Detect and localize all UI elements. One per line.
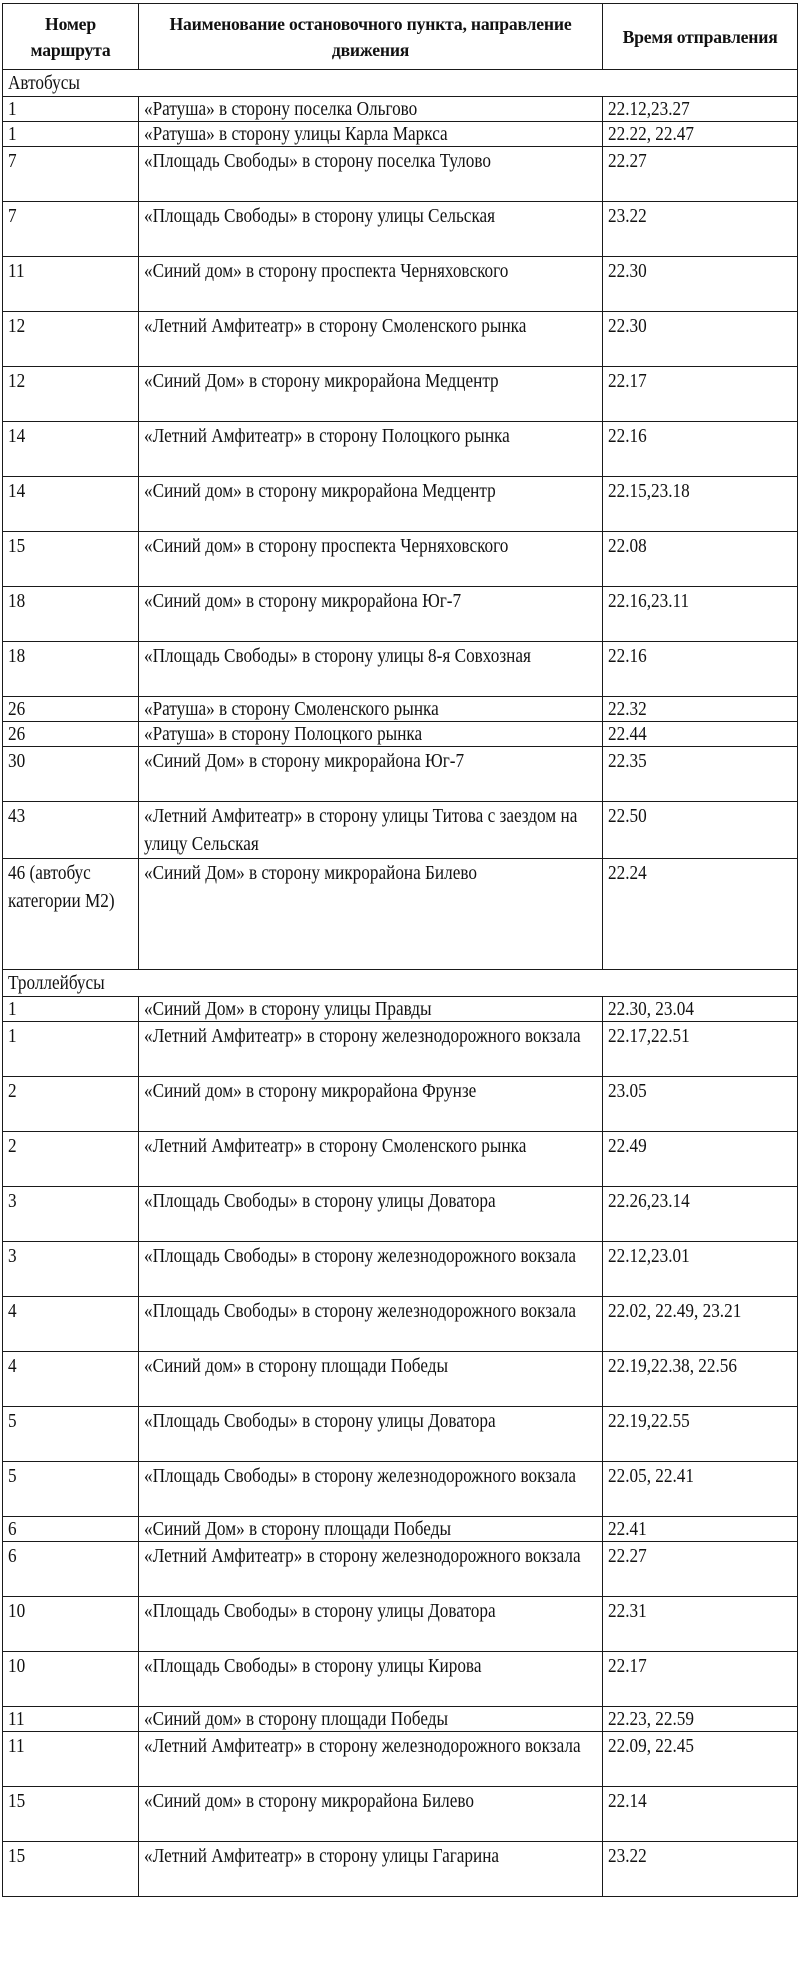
route-number-cell: 14 — [3, 477, 139, 532]
table-row — [3, 1597, 798, 1652]
route-number-cell: 1 — [3, 97, 139, 122]
stop-direction-cell: «Синий дом» в сторону площади Победы — [139, 1352, 603, 1407]
route-number-cell: 1 — [3, 122, 139, 147]
route-number-cell: 12 — [3, 312, 139, 367]
route-number-cell: 30 — [3, 747, 139, 802]
departure-time-cell: 22.49 — [603, 1132, 798, 1187]
departure-time-cell: 22.12,23.01 — [603, 1242, 798, 1297]
table-row — [3, 1707, 798, 1732]
table-row — [3, 1732, 798, 1787]
route-number-cell: 7 — [3, 202, 139, 257]
route-number-cell: 1 — [3, 1022, 139, 1077]
route-number-cell: 1 — [3, 997, 139, 1022]
route-number-cell: 10 — [3, 1597, 139, 1652]
route-number-cell: 5 — [3, 1407, 139, 1462]
table-row — [3, 367, 798, 422]
stop-direction-cell: «Синий дом» в сторону микрорайона Билево — [139, 1787, 603, 1842]
departure-time-cell: 22.05, 22.41 — [603, 1462, 798, 1517]
departure-time-cell: 22.16 — [603, 422, 798, 477]
route-number-cell: 4 — [3, 1352, 139, 1407]
departure-time-cell: 22.50 — [603, 802, 798, 859]
stop-direction-cell: «Синий дом» в сторону микрорайона Фрунзе — [139, 1077, 603, 1132]
table-row — [3, 1842, 798, 1897]
route-number-cell: 12 — [3, 367, 139, 422]
table-row — [3, 642, 798, 697]
table-row — [3, 859, 798, 970]
table-row — [3, 747, 798, 802]
departure-time-cell: 22.26,23.14 — [603, 1187, 798, 1242]
header-departure-time: Время отправления — [603, 4, 798, 70]
departure-time-cell: 22.14 — [603, 1787, 798, 1842]
route-number-cell: 43 — [3, 802, 139, 859]
stop-direction-cell: «Синий дом» в сторону проспекта Черняховского — [139, 257, 603, 312]
stop-direction-cell: «Площадь Свободы» в сторону поселка Тулово — [139, 147, 603, 202]
stop-direction-cell: «Летний Амфитеатр» в сторону Смоленского рынка — [139, 312, 603, 367]
route-number-cell: 5 — [3, 1462, 139, 1517]
table-row — [3, 697, 798, 722]
stop-direction-cell: «Площадь Свободы» в сторону улицы 8-я Совхозная — [139, 642, 603, 697]
route-number-cell: 46 (автобус категории М2) — [3, 859, 139, 970]
stop-direction-cell: «Синий дом» в сторону площади Победы — [139, 1707, 603, 1732]
departure-time-cell: 22.17,22.51 — [603, 1022, 798, 1077]
departure-time-cell: 22.19,22.38, 22.56 — [603, 1352, 798, 1407]
stop-direction-cell: «Летний Амфитеатр» в сторону улицы Титова с заездом на улицу Сельская — [139, 802, 603, 859]
route-number-cell: 11 — [3, 1732, 139, 1787]
table-row — [3, 1022, 798, 1077]
table-row — [3, 1132, 798, 1187]
route-number-cell: 3 — [3, 1242, 139, 1297]
departure-time-cell: 22.16,23.11 — [603, 587, 798, 642]
route-number-cell: 14 — [3, 422, 139, 477]
stop-direction-cell: «Летний Амфитеатр» в сторону улицы Гагарина — [139, 1842, 603, 1897]
departure-time-cell: 22.32 — [603, 697, 798, 722]
stop-direction-cell: «Ратуша» в сторону улицы Карла Маркса — [139, 122, 603, 147]
route-number-cell: 18 — [3, 587, 139, 642]
route-number-cell: 18 — [3, 642, 139, 697]
stop-direction-cell: «Ратуша» в сторону Полоцкого рынка — [139, 722, 603, 747]
departure-time-cell: 22.23, 22.59 — [603, 1707, 798, 1732]
section-row — [3, 970, 798, 997]
departure-time-cell: 22.09, 22.45 — [603, 1732, 798, 1787]
table-row — [3, 1517, 798, 1542]
departure-time-cell: 22.02, 22.49, 23.21 — [603, 1297, 798, 1352]
departure-time-cell: 22.35 — [603, 747, 798, 802]
table-row — [3, 1787, 798, 1842]
departure-time-cell: 22.12,23.27 — [603, 97, 798, 122]
departure-time-cell: 22.08 — [603, 532, 798, 587]
table-row — [3, 1542, 798, 1597]
table-row — [3, 587, 798, 642]
table-row — [3, 147, 798, 202]
stop-direction-cell: «Площадь Свободы» в сторону улицы Доватора — [139, 1407, 603, 1462]
table-row — [3, 1187, 798, 1242]
table-row — [3, 1297, 798, 1352]
stop-direction-cell: «Ратуша» в сторону Смоленского рынка — [139, 697, 603, 722]
route-number-cell: 3 — [3, 1187, 139, 1242]
route-number-cell: 26 — [3, 697, 139, 722]
table-body — [3, 70, 798, 1897]
route-number-cell: 26 — [3, 722, 139, 747]
departure-time-cell: 22.17 — [603, 367, 798, 422]
route-number-cell: 15 — [3, 1787, 139, 1842]
stop-direction-cell: «Ратуша» в сторону поселка Ольгово — [139, 97, 603, 122]
table-row — [3, 1352, 798, 1407]
route-number-cell: 6 — [3, 1517, 139, 1542]
stop-direction-cell: «Площадь Свободы» в сторону железнодорожного вокзала — [139, 1462, 603, 1517]
stop-direction-cell: «Синий дом» в сторону микрорайона Юг-7 — [139, 587, 603, 642]
header-route-number: Номер маршрута — [3, 4, 139, 70]
table-row — [3, 312, 798, 367]
route-number-cell: 6 — [3, 1542, 139, 1597]
departure-time-cell: 22.30, 23.04 — [603, 997, 798, 1022]
stop-direction-cell: «Синий Дом» в сторону микрорайона Медцентр — [139, 367, 603, 422]
table-row — [3, 1077, 798, 1132]
route-number-cell: 4 — [3, 1297, 139, 1352]
departure-time-cell: 22.22, 22.47 — [603, 122, 798, 147]
stop-direction-cell: «Летний Амфитеатр» в сторону железнодорожного вокзала — [139, 1022, 603, 1077]
route-number-cell: 11 — [3, 257, 139, 312]
schedule-document — [2, 3, 797, 1897]
table-row — [3, 122, 798, 147]
departure-time-cell: 22.41 — [603, 1517, 798, 1542]
departure-time-cell: 22.27 — [603, 147, 798, 202]
table-header-row — [3, 4, 798, 70]
table-row — [3, 532, 798, 587]
table-row — [3, 1462, 798, 1517]
route-number-cell: 10 — [3, 1652, 139, 1707]
table-row — [3, 1242, 798, 1297]
route-number-cell: 11 — [3, 1707, 139, 1732]
night-departures-table — [2, 3, 798, 1897]
stop-direction-cell: «Летний Амфитеатр» в сторону железнодорожного вокзала — [139, 1542, 603, 1597]
departure-time-cell: 22.27 — [603, 1542, 798, 1597]
departure-time-cell: 22.24 — [603, 859, 798, 970]
departure-time-cell: 23.22 — [603, 202, 798, 257]
section-title: Автобусы — [3, 70, 798, 97]
table-row — [3, 722, 798, 747]
table-row — [3, 802, 798, 859]
departure-time-cell: 22.44 — [603, 722, 798, 747]
stop-direction-cell: «Площадь Свободы» в сторону улицы Кирова — [139, 1652, 603, 1707]
stop-direction-cell: «Синий дом» в сторону микрорайона Медцентр — [139, 477, 603, 532]
stop-direction-cell: «Площадь Свободы» в сторону улицы Доватора — [139, 1187, 603, 1242]
stop-direction-cell: «Летний Амфитеатр» в сторону железнодорожного вокзала — [139, 1732, 603, 1787]
table-row — [3, 257, 798, 312]
table-row — [3, 422, 798, 477]
route-number-cell: 2 — [3, 1132, 139, 1187]
departure-time-cell: 22.31 — [603, 1597, 798, 1652]
table-row — [3, 477, 798, 532]
stop-direction-cell: «Площадь Свободы» в сторону улицы Доватора — [139, 1597, 603, 1652]
table-row — [3, 1652, 798, 1707]
stop-direction-cell: «Площадь Свободы» в сторону железнодорожного вокзала — [139, 1297, 603, 1352]
route-number-cell: 2 — [3, 1077, 139, 1132]
section-title: Троллейбусы — [3, 970, 798, 997]
stop-direction-cell: «Синий Дом» в сторону площади Победы — [139, 1517, 603, 1542]
stop-direction-cell: «Летний Амфитеатр» в сторону Полоцкого рынка — [139, 422, 603, 477]
stop-direction-cell: «Синий Дом» в сторону микрорайона Билево — [139, 859, 603, 970]
route-number-cell: 15 — [3, 532, 139, 587]
departure-time-cell: 23.05 — [603, 1077, 798, 1132]
table-row — [3, 1407, 798, 1462]
section-row — [3, 70, 798, 97]
table-row — [3, 202, 798, 257]
table-row — [3, 997, 798, 1022]
table-row — [3, 97, 798, 122]
stop-direction-cell: «Площадь Свободы» в сторону улицы Сельская — [139, 202, 603, 257]
departure-time-cell: 22.30 — [603, 257, 798, 312]
departure-time-cell: 22.30 — [603, 312, 798, 367]
header-stop-direction: Наименование остановочного пункта, направление движения — [139, 4, 603, 70]
departure-time-cell: 22.19,22.55 — [603, 1407, 798, 1462]
stop-direction-cell: «Синий Дом» в сторону улицы Правды — [139, 997, 603, 1022]
departure-time-cell: 23.22 — [603, 1842, 798, 1897]
stop-direction-cell: «Синий дом» в сторону проспекта Черняховского — [139, 532, 603, 587]
departure-time-cell: 22.17 — [603, 1652, 798, 1707]
departure-time-cell: 22.16 — [603, 642, 798, 697]
stop-direction-cell: «Летний Амфитеатр» в сторону Смоленского рынка — [139, 1132, 603, 1187]
route-number-cell: 15 — [3, 1842, 139, 1897]
route-number-cell: 7 — [3, 147, 139, 202]
stop-direction-cell: «Площадь Свободы» в сторону железнодорожного вокзала — [139, 1242, 603, 1297]
stop-direction-cell: «Синий Дом» в сторону микрорайона Юг-7 — [139, 747, 603, 802]
departure-time-cell: 22.15,23.18 — [603, 477, 798, 532]
